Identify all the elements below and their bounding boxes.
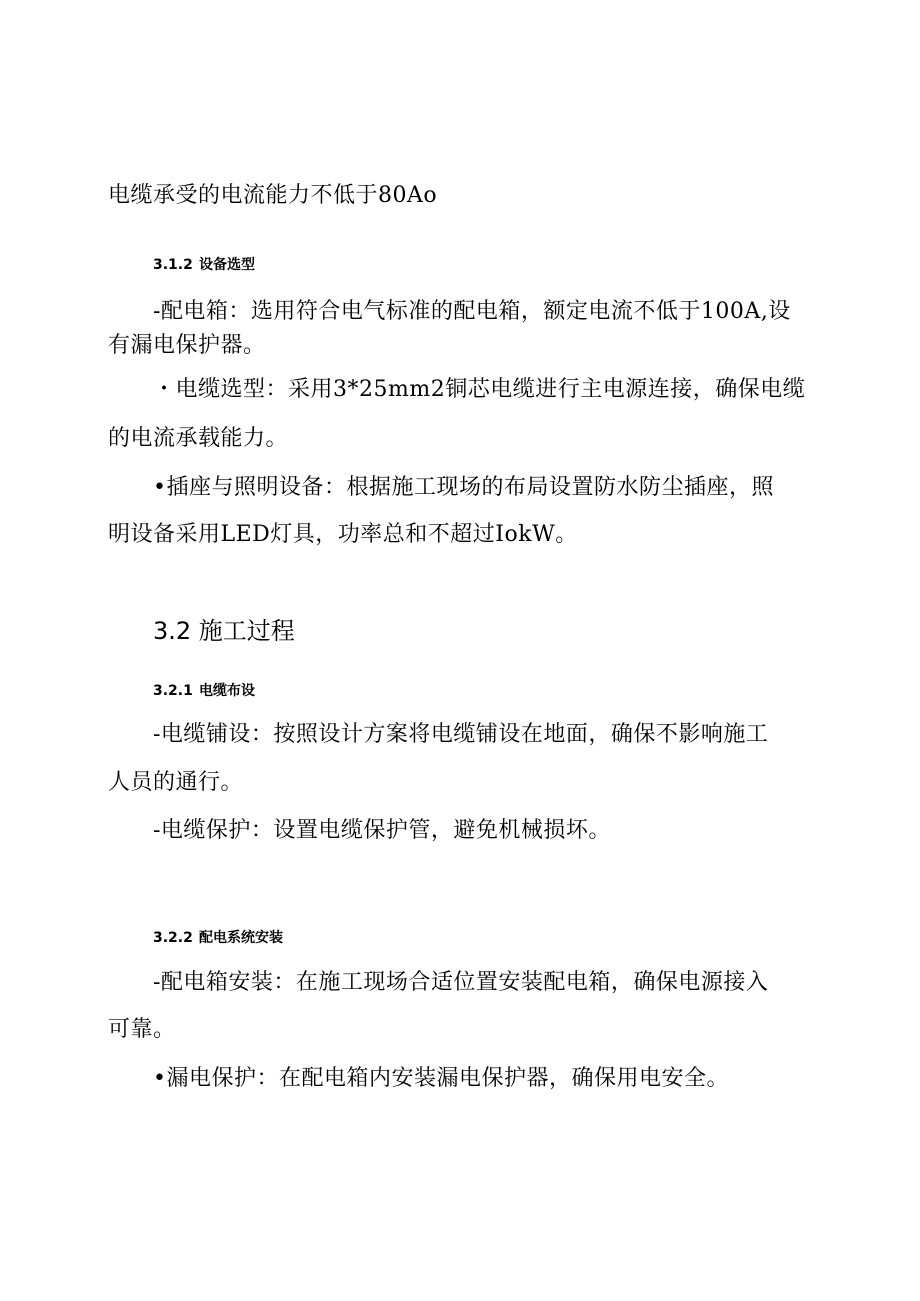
section-heading-3-2: 3.2 施工过程 [153,617,295,645]
section-number: 3.2.1 [153,683,193,699]
paragraph-distribution-box-line1: -配电箱：选用符合电气标准的配电箱，额定电流不低于100A,设 [153,299,791,324]
section-title: 电缆布设 [199,683,255,699]
paragraph-cable-laying-line1: -电缆铺设：按照设计方案将电缆铺设在地面，确保不影响施工 [153,722,769,747]
section-heading-3-2-2 [153,928,283,948]
section-title: 设备选型 [199,257,255,273]
paragraph-socket-lighting-line2: 明设备采用LED灯具，功率总和不超过IokW。 [108,522,578,547]
section-number: 3.1.2 [153,257,193,273]
paragraph-cable-selection-line1: ・电缆选型：采用3*25mm2铜芯电缆进行主电源连接，确保电缆 [153,377,806,402]
paragraph-box-installation-line1: -配电箱安装：在施工现场合适位置安装配电箱，确保电源接入 [153,970,769,995]
section-heading-3-2-1 [153,681,255,701]
intro-line: 电缆承受的电流能力不低于80Ao [108,183,438,208]
paragraph-cable-selection-line2: 的电流承载能力。 [108,426,289,451]
paragraph-box-installation-line2: 可靠。 [108,1017,176,1042]
section-number: 3.2.2 [153,930,193,946]
section-title: 配电系统安装 [199,930,283,946]
paragraph-leakage-protection: •漏电保护：在配电箱内安装漏电保护器，确保用电安全。 [153,1066,729,1091]
section-heading-3-1-2 [153,255,255,275]
paragraph-cable-protection: -电缆保护：设置电缆保护管，避免机械损坏。 [153,818,611,843]
paragraph-cable-laying-line2: 人员的通行。 [108,770,244,795]
paragraph-socket-lighting-line1: •插座与照明设备：根据施工现场的布局设置防水防尘插座，照 [153,475,774,500]
paragraph-distribution-box-line2: 有漏电保护器。 [108,333,266,358]
